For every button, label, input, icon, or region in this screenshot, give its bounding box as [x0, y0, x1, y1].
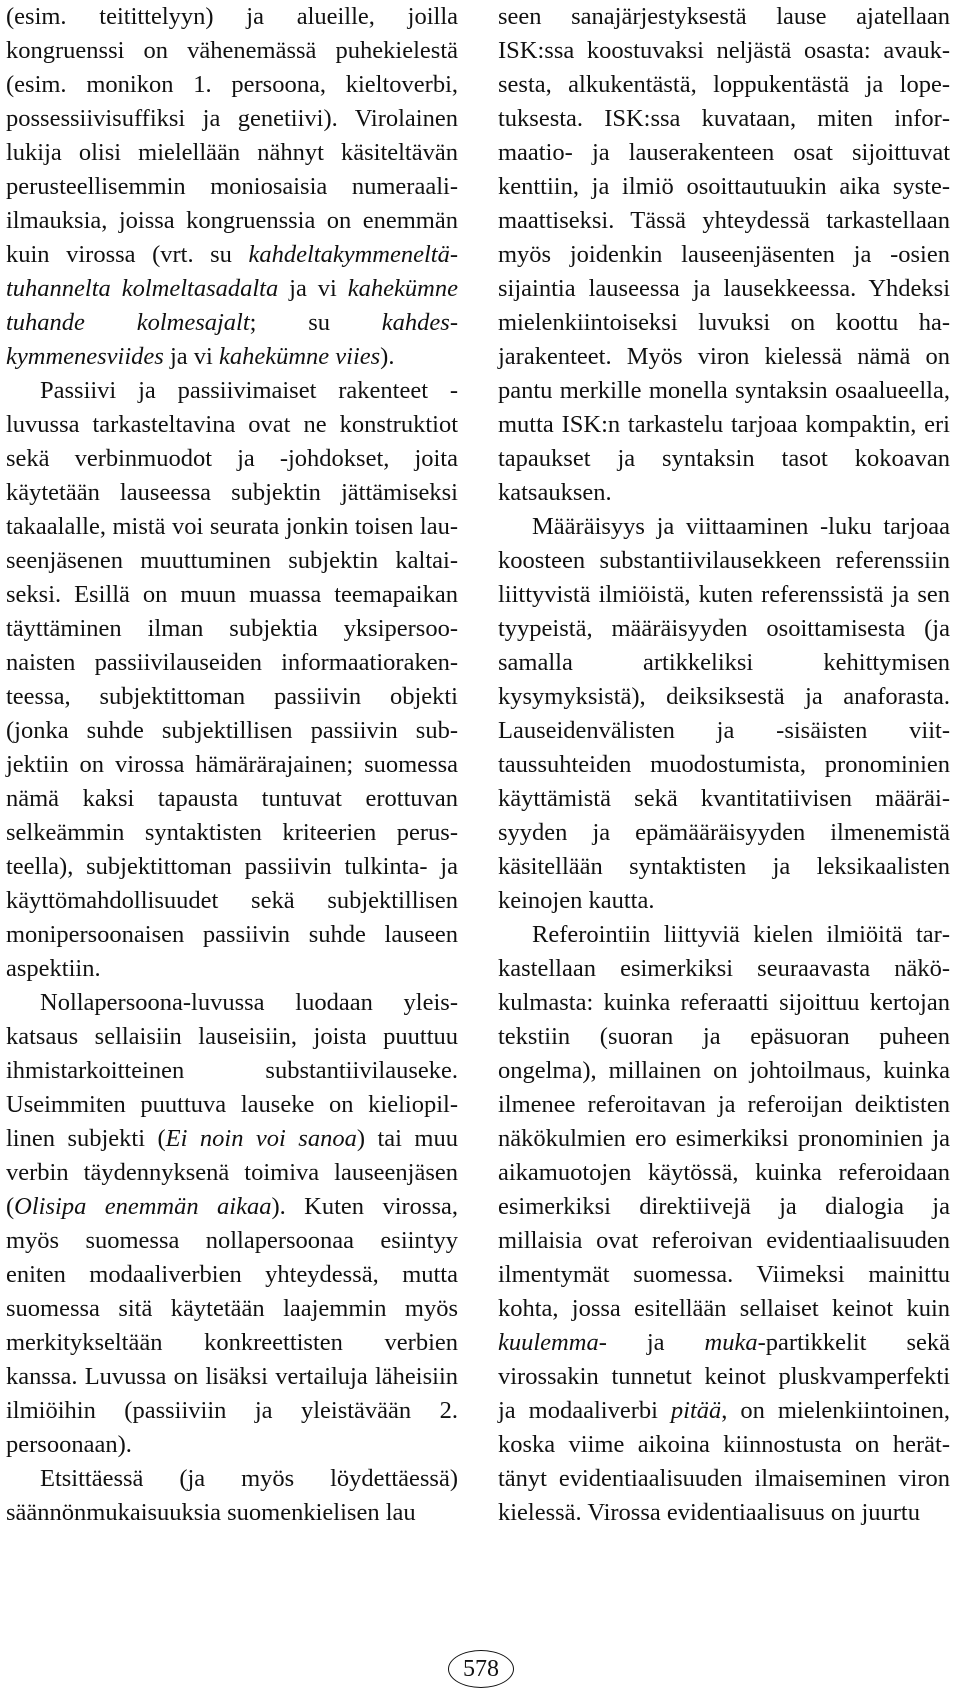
example-italic: kahekümne tuhande kolmesajalt	[6, 275, 458, 336]
text-run: ja vi	[278, 275, 348, 302]
example-italic: kahdeltakymmeneltätuhannelta kolmeltasadalta	[6, 241, 458, 302]
example-italic: Olisipa enemmän aikaa	[14, 1193, 272, 1220]
text-run: Referointiin liittyviä kielen ilmiöitä tarkastellaan esimerkiksi seuraavasta näkökulmasta: kuinka referaatti sijoittuu kertojan tekstiin (suoran ja epäsuoran puheen ongelma), millainen on johtoilmaus, kuinka ilmenee referoitavan ja referoijan deiktisten näkökulmien ero esimerkiksi pronominien ja aikamuotojen käytössä, kuinka referoidaan esimerkiksi direktiivejä ja dialogia ja millaisia ovat referoivan evidentiaalisuuden ilmentymät suomessa. Viimeksi mainittu kohta, jossa esitellään sellaiset keinot kuin	[498, 921, 950, 1322]
text-run: ).	[380, 343, 395, 370]
example-italic: Ei noin voi sanoa	[165, 1125, 357, 1152]
example-italic: kahekümne viies	[218, 343, 381, 370]
paragraph-sanajarjestys-start: Etsittäessä (ja myös löydettäessä) säännönmukaisuuksia suomenkielisen lau	[6, 1465, 458, 1526]
paragraph-maaraisyys: Määräisyys ja viittaaminen -luku tarjoaa koosteen substantiivilausekkeen referenssiin liittyvistä ilmiöistä, kuten referenssistä ja sen tyypeistä, määräisyyden osoittamisesta (ja samalla artikkeliksi kehittymisen kysymyksistä), deiksiksestä ja anaforasta. Lauseidenvälisten ja -sisäisten viittaussuhteiden muodostumista, pronominien käyttämistä sekä kvantitatiivisen määräisyyden ja epämääräisyyden ilmenemistä käsitellään syntaktisten ja leksikaalisten keinojen kautta.	[498, 513, 950, 914]
text-run: ). Kuten virossa, myös suomessa nollapersoonaa esiintyy eniten modaaliverbien yhteydessä, mutta suomessa sitä käytetään laajemmin myös merkitykseltään konkreettisten verbien kanssa. Luvussa on lisäksi vertailuja läheisiin ilmiöihin (passiiviin ja yleistävään 2. persoonaan).	[6, 1193, 458, 1458]
text-run: -partikkelit sekä virossakin tunnetut keinot pluskvamperfekti ja modaaliverbi	[498, 1329, 951, 1424]
left-column	[6, 0, 458, 1530]
example-italic: kahdeskymmenesviides	[6, 309, 458, 370]
text-run: - ja	[598, 1329, 705, 1356]
example-italic: kuulemma	[498, 1329, 599, 1356]
text-run: , on mielenkiintoinen, koska viime aikoina kiinnostusta on herättänyt evidentiaalisuuden ilmaiseminen viron kielessä. Virossa evidentiaalisuus on juurtu	[498, 1397, 950, 1526]
example-italic: muka	[704, 1329, 758, 1356]
page-number-badge	[448, 1650, 514, 1688]
paragraph-referointi	[498, 918, 950, 1530]
right-column	[498, 0, 950, 1530]
text-run: Nollapersoona-luvussa luodaan yleiskatsaus sellaisiin lauseisiin, joista puuttuu ihmistarkoitteinen substantiivilauseke. Useimmiten puuttuva lauseke on kieliopillinen subjekti (	[6, 989, 458, 1152]
paragraph-passiivi: Passiivi ja passiivimaiset rakenteet -luvussa tarkasteltavina ovat ne konstruktiot sekä verbinmuodot ja -johdokset, joita käytetään lauseessa subjektin jättämiseksi takaalalle, mistä voi seurata jonkin toisen lauseenjäsenen muuttuminen subjektin kaltaiseksi. Esillä on muun muassa teemapaikan täyttäminen ilman subjektia yksipersoonaisten passiivilauseiden informaatiorakenteessa, subjektittoman passiivin objekti (jonka suhde subjektillisen passiivin subjektiin on virossa hämärärajainen; suomessa nämä kaksi tapausta tuntuvat erottuvan selkeämmin syntaktisten kriteerien perusteella), subjektittoman passiivin tulkinta- ja käyttömahdollisuudet sekä subjektillisen monipersoonaisen passiivin suhde lauseen aspektiin.	[6, 377, 458, 982]
paragraph-nollapersoona	[6, 986, 458, 1462]
text-run: ; su	[249, 309, 382, 336]
paragraph-sanajarjestys-cont: seen sanajärjestyksestä lause ajatellaan ISK:ssa koostuvaksi neljästä osasta: avauksesta, alkukentästä, loppukentästä ja lopetuksesta. ISK:ssa kuvataan, miten informaatio- ja lauserakenteen osat sijoittuvat kenttiin, ja ilmiö osoittautuukin aika systemaattiseksi. Tässä yhteydessä tarkastellaan myös joidenkin lauseenjäsenten ja -osien sijaintia lauseessa ja lausekkeessa. Yhdeksi mielenkiintoiseksi luvuksi on koottu hajarakenteet. Myös viron kielessä nämä on pantu merkille monella syntaksin osaalueella, mutta ISK:n tarkastelu tarjoaa kompaktin, eri tapaukset ja syntaksin tasot kokoavan katsauksen.	[498, 3, 950, 506]
example-italic: pitää	[670, 1397, 722, 1424]
paragraph-kongruenssi	[6, 0, 458, 374]
page-number: 578	[463, 1656, 499, 1682]
text-run: ) tai muu verbin täydennyksenä toimiva lauseenjäsen (	[6, 1125, 458, 1220]
text-run: ja vi	[163, 343, 219, 370]
text-run: (esim. teitittelyyn) ja alueille, joilla kongruenssi on vähenemässä puhekielestä (esim. monikon 1. persoona, kieltoverbi, possessiivisuffiksi ja genetiivi). Virolainen lukija olisi mielellään nähnyt käsiteltävän perusteellisemmin moniosaisia numeraaliilmauksia, joissa kongruenssia on enemmän kuin virossa (vrt. su	[6, 3, 458, 268]
